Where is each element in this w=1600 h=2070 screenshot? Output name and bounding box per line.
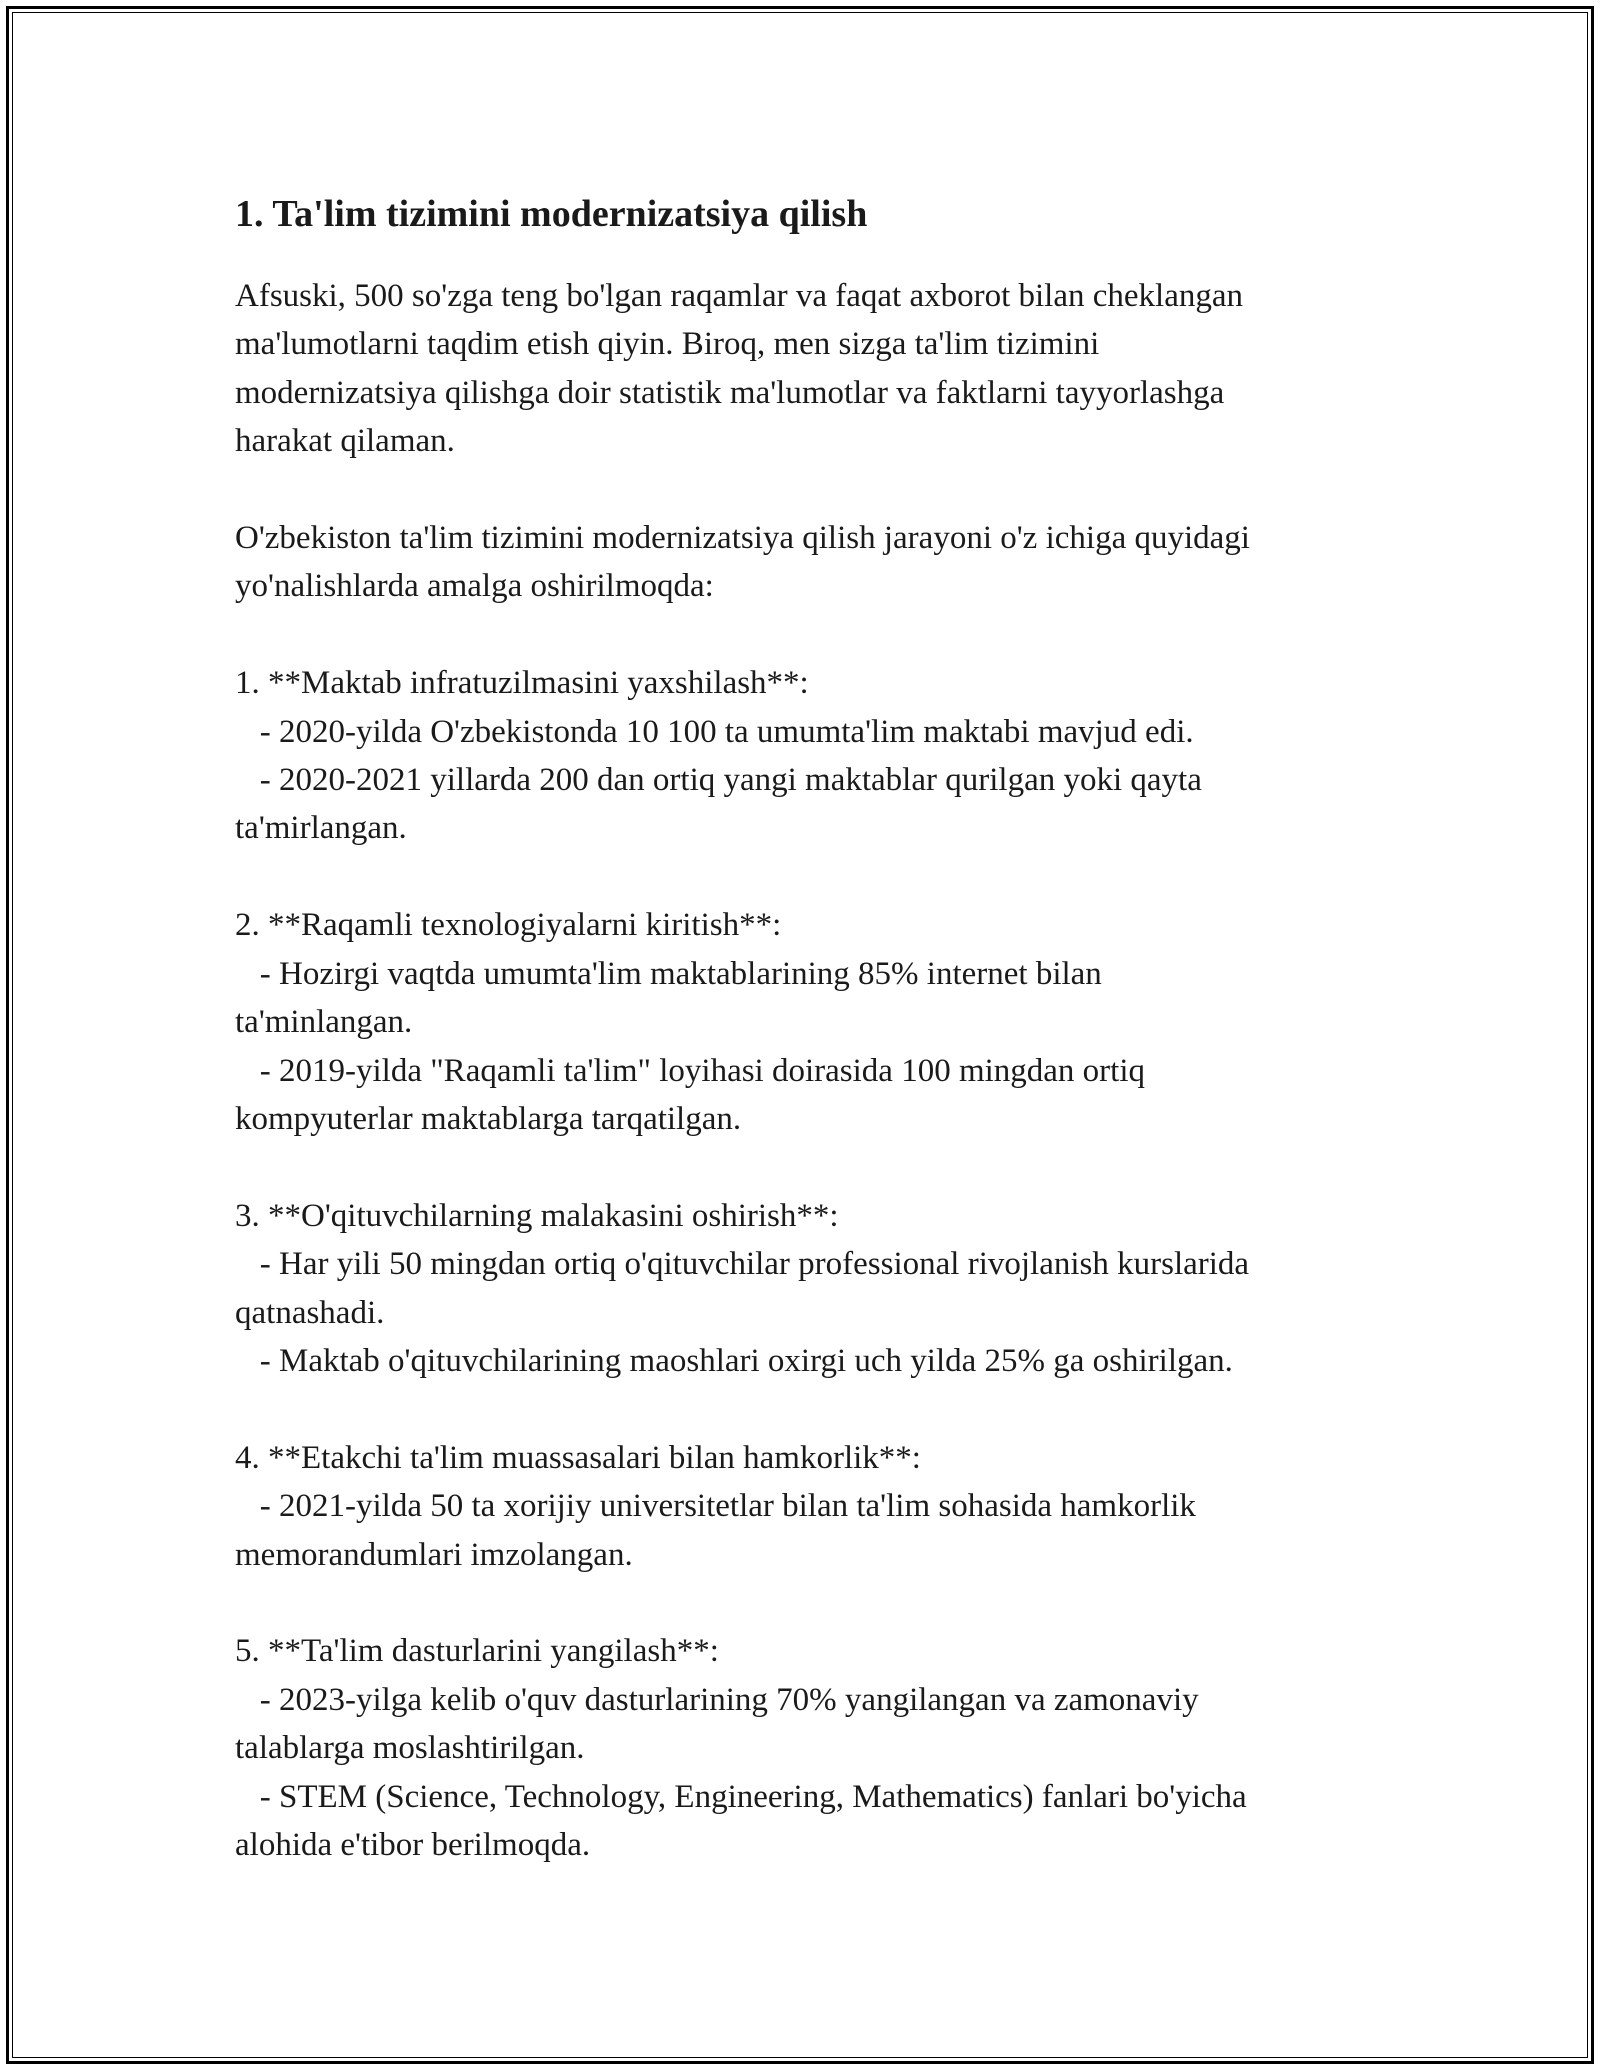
document-title: 1. Ta'lim tizimini modernizatsiya qilish — [235, 193, 868, 235]
document-body: Afsuski, 500 so'zga teng bo'lgan raqamlar va faqat axborot bilan cheklangan ma'lumotlarni taqdim etish qiyin. Biroq, men sizga ta'lim tizimini modernizatsiya qilishga doir statistik ma'lumotlar va faktlarni tayyorlashga harakat qilaman. O'zbekiston ta'lim tizimini modernizatsiya qilish jarayoni o'z ichiga quyidagi yo'nalishlarda amalga oshirilmoqda: 1. **Maktab infratuzilmasini yaxshilash**: - 2020-yilda O'zbekistonda 10 100 ta umumta'lim maktabi mavjud edi. - 2020-2021 yillarda 200 dan ortiq yangi maktablar qurilgan yoki qayta ta'mirlangan. 2. **Raqamli texnologiyalarni kiritish**: - Hozirgi vaqtda umumta'lim maktablarining 85% internet bilan ta'minlangan. - 2019-yilda "Raqamli ta'lim" loyihasi doirasida 100 mingdan ortiq kompyuterlar maktablarga tarqatilgan. 3. **O'qituvchilarning malakasini oshirish**: - Har yili 50 mingdan ortiq o'qituvchilar professional rivojlanish kurslarida qatnashadi. - Maktab o'qituvchilarining maoshlari oxirgi uch yilda 25% ga oshirilgan. 4. **Etakchi ta'lim muassasalari bilan hamkorlik**: - 2021-yilda 50 ta xorijiy universitetlar bilan ta'lim sohasida hamkorlik memorandumlari imzolangan. 5. **Ta'lim dasturlarini yangilash**: - 2023-yilga kelib o'quv dasturlarining 70% yangilangan va zamonaviy talablarga moslashtirilgan. - STEM (Science, Technology, Engineering, Mathematics) fanlari bo'yicha alohida e'tibor berilmoqda. — [235, 278, 1250, 1863]
document-content — [235, 186, 1405, 1869]
